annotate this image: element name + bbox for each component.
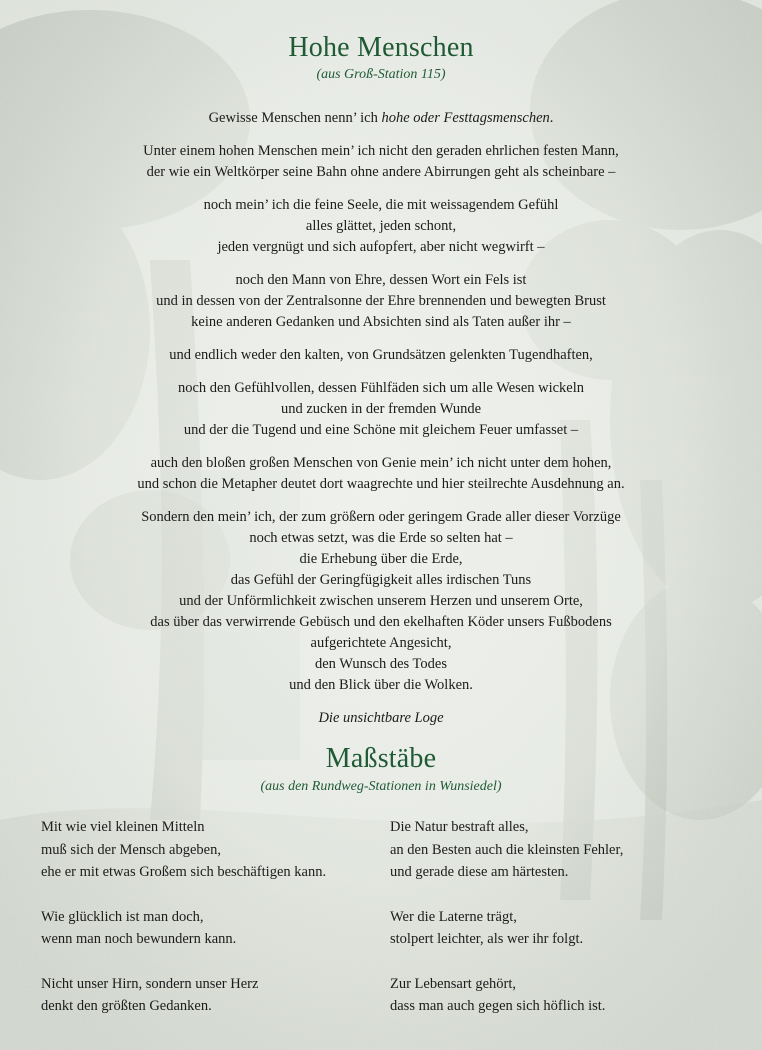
poem-line: Sondern den mein’ ich, der zum größern oder geringem Grade aller dieser Vorzüge: [141, 509, 621, 525]
poem-line: und zucken in der fremden Wunde: [280, 401, 482, 417]
aphorism: [390, 973, 730, 1018]
poem-stanza: [40, 270, 722, 333]
poem-line: und in dessen von der Zentralsonne der Ehre brennenden und bewegten Brust: [156, 293, 606, 309]
poem-line: [40, 108, 722, 129]
aphorism-line: wenn man noch bewundern kann.: [41, 931, 237, 947]
aphorism: [390, 906, 730, 951]
poem-line: noch etwas setzt, was die Erde so selten hat –: [249, 530, 513, 546]
poem-line: aufgerichtete Angesicht,: [310, 635, 452, 651]
aphorism-line: Die Natur bestraft alles,: [390, 819, 529, 835]
aphorism-line: muß sich der Mensch abgeben,: [41, 841, 221, 858]
aphorism-line: an den Besten auch die kleinsten Fehler,: [390, 841, 624, 858]
massstaebe-title: Maßstäbe: [325, 743, 437, 774]
hohe-menschen-subtitle: (aus Groß-Station 115): [316, 67, 446, 82]
aphorism-line: Wer die Laterne trägt,: [390, 908, 517, 925]
aphorism-line: Mit wie viel kleinen Mitteln: [41, 819, 205, 835]
hohe-menschen-title: Hohe Menschen: [288, 32, 474, 63]
intro-text: Gewisse Menschen nenn’ ich: [208, 110, 382, 126]
massstaebe-subtitle: (aus den Rundweg-Stationen in Wunsiedel): [260, 779, 502, 794]
poem-line: und schon die Metapher deutet dort waagrechte und hier steilrechte Ausdehnung an.: [137, 476, 625, 492]
poem-line: den Wunsch des Todes: [315, 656, 447, 672]
aphorism-line: stolpert leichter, als wer ihr folgt.: [390, 931, 584, 947]
poem-line: und der Unförmlichkeit zwischen unserem Herzen und unserem Orte,: [179, 593, 583, 609]
poem-stanza: [40, 141, 722, 183]
aphorism-line: dass man auch gegen sich höflich ist.: [390, 998, 606, 1014]
poem-line: noch mein’ ich die feine Seele, die mit weissagendem Gefühl: [203, 197, 559, 213]
aphorism: [41, 816, 361, 884]
aphorism: [41, 973, 361, 1018]
poem-line: die Erhebung über die Erde,: [299, 551, 463, 567]
poem-line: keine anderen Gedanken und Absichten sind als Taten außer ihr –: [191, 314, 571, 330]
aphorisms-left-column: [41, 816, 361, 1040]
poem-intro: [40, 108, 722, 129]
intro-end: .: [549, 110, 554, 126]
poem-stanza: [40, 378, 722, 441]
aphorism-line: Zur Lebensart gehört,: [390, 975, 517, 992]
aphorism-line: ehe er mit etwas Großem sich beschäftigen kann.: [41, 864, 327, 880]
poem-stanza: [40, 507, 722, 696]
aphorisms-right-column: [390, 816, 730, 1040]
intro-emphasis: hohe oder Festtagsmenschen: [381, 110, 550, 126]
aphorism-line: und gerade diese am härtesten.: [390, 864, 569, 880]
poem-line: Unter einem hohen Menschen mein’ ich nicht den geraden ehrlichen festen Mann,: [143, 143, 619, 159]
poem-stanza: [40, 195, 722, 258]
aphorism: [390, 816, 730, 884]
poem-stanzas: [40, 141, 722, 696]
poem-attribution: Die unsichtbare Loge: [318, 710, 444, 726]
poem-line: noch den Mann von Ehre, dessen Wort ein Fels ist: [235, 272, 527, 288]
poem-line: das Gefühl der Geringfügigkeit alles irdischen Tuns: [230, 572, 532, 588]
poem-line: auch den bloßen großen Menschen von Genie mein’ ich nicht unter dem hohen,: [150, 455, 612, 471]
poem-line: jeden vergnügt und sich aufopfert, aber nicht wegwirft –: [217, 239, 545, 255]
aphorism-line: Wie glücklich ist man doch,: [41, 908, 204, 925]
aphorism: [41, 906, 361, 951]
hohe-menschen-poem: [40, 108, 722, 729]
poem-line: und der die Tugend und eine Schöne mit gleichem Feuer umfasset –: [183, 422, 579, 438]
poem-line: und den Blick über die Wolken.: [289, 677, 473, 693]
aphorism-line: Nicht unser Hirn, sondern unser Herz: [41, 975, 259, 992]
poem-stanza: [40, 345, 722, 366]
poem-line: und endlich weder den kalten, von Grundsätzen gelenkten Tugendhaften,: [169, 347, 593, 363]
poem-stanza: [40, 453, 722, 495]
aphorism-line: denkt den größten Gedanken.: [41, 998, 212, 1014]
poem-line: das über das verwirrende Gebüsch und den ekelhaften Köder unsers Fußbodens: [150, 614, 612, 630]
poem-line: noch den Gefühlvollen, dessen Fühlfäden sich um alle Wesen wickeln: [177, 380, 585, 396]
poem-line: der wie ein Weltkörper seine Bahn ohne andere Abirrungen geht als scheinbare –: [146, 164, 616, 180]
poem-line: alles glättet, jeden schont,: [305, 218, 457, 234]
